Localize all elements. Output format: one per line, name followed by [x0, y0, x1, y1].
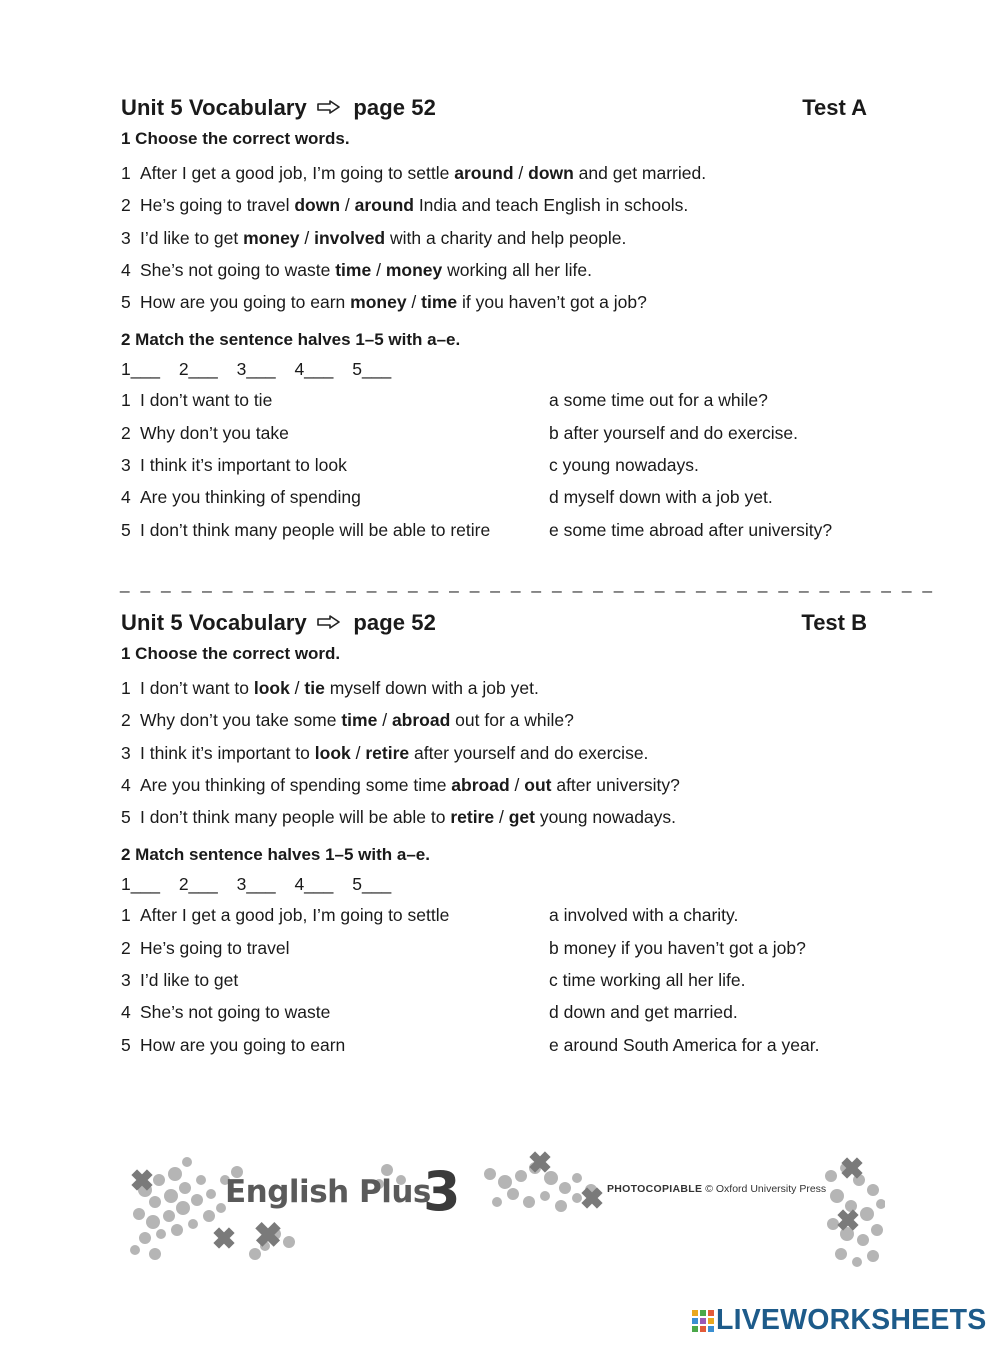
answer-blank[interactable]: 1___ — [121, 359, 160, 380]
sentence-second-half: c young nowadays. — [549, 455, 699, 476]
answer-blank[interactable]: 5___ — [352, 874, 392, 895]
sentence-end: and get married. — [573, 163, 707, 183]
sentence-first-half — [121, 899, 449, 931]
word-option-2[interactable]: money — [385, 259, 443, 280]
word-option-2[interactable]: around — [354, 195, 414, 216]
sentence-end: with a charity and help people. — [385, 227, 627, 248]
choice-sentence — [121, 704, 867, 736]
sentence-second-half: b money if you haven’t got a job? — [549, 937, 806, 958]
choice-sentence — [121, 157, 867, 189]
sentence-first-half — [121, 932, 290, 964]
answer-blanks[interactable] — [121, 354, 867, 384]
sentence-end: if you haven’t got a job? — [457, 292, 647, 313]
word-option-2[interactable]: abroad — [391, 710, 451, 731]
publisher-footer — [125, 1150, 885, 1275]
word-option-1[interactable]: around — [454, 163, 514, 183]
choice-sentence — [121, 801, 867, 833]
option-separator: / — [299, 227, 315, 248]
item-number: 2 — [121, 195, 131, 216]
first-half-text: After I get a good job, I’m going to settle — [140, 905, 450, 926]
word-option-2[interactable]: involved — [314, 227, 386, 248]
item-number: 1 — [121, 390, 131, 411]
match-row — [121, 481, 867, 513]
sentence-end: India and teach English in schools. — [413, 195, 689, 216]
sentence-first-half — [121, 384, 272, 416]
arrow-right-icon — [317, 615, 341, 629]
sentence-second-half: c time working all her life. — [549, 970, 746, 991]
answer-blank[interactable]: 1___ — [121, 874, 160, 895]
option-separator: / — [513, 163, 529, 183]
word-option-1[interactable]: look — [253, 678, 290, 698]
first-half-text: I don’t want to tie — [140, 390, 273, 411]
sentence-start: How are you going to earn — [140, 292, 351, 313]
item-number: 2 — [121, 937, 131, 958]
choice-sentence — [121, 189, 867, 221]
sentence-second-half: a involved with a charity. — [549, 905, 739, 926]
item-number: 1 — [121, 905, 131, 926]
liveworksheets-logo-icon — [692, 1310, 714, 1332]
item-number: 5 — [121, 519, 131, 540]
test-b-task2-heading: 2 Match sentence halves 1–5 with a–e. — [121, 845, 430, 865]
first-half-text: I don’t think many people will be able to retire — [140, 519, 491, 540]
unit-title: Unit 5 Vocabulary — [121, 95, 307, 120]
sentence-start: Are you thinking of spending some time — [140, 774, 452, 795]
word-option-1[interactable]: time — [341, 710, 378, 731]
option-separator: / — [494, 807, 509, 828]
word-option-1[interactable]: down — [294, 195, 341, 216]
sentence-first-half — [121, 514, 490, 546]
choice-sentence — [121, 672, 867, 704]
first-half-text: Are you thinking of spending — [140, 487, 361, 508]
item-number: 2 — [121, 710, 131, 731]
sentence-end: myself down with a job yet. — [324, 678, 539, 698]
copyright-notice — [607, 1183, 826, 1195]
first-half-text: Why don’t you take — [140, 422, 289, 443]
item-number: 3 — [121, 742, 131, 763]
word-option-2[interactable]: get — [508, 807, 535, 828]
item-number: 4 — [121, 259, 131, 280]
item-number: 3 — [121, 227, 131, 248]
sentence-second-half: d myself down with a job yet. — [549, 487, 773, 508]
sentence-end: out for a while? — [450, 710, 574, 731]
match-row — [121, 514, 867, 546]
unit-title: Unit 5 Vocabulary — [121, 610, 307, 635]
choice-sentence — [121, 222, 867, 254]
match-row — [121, 964, 867, 996]
item-number: 1 — [121, 163, 131, 183]
page-reference: page 52 — [353, 610, 436, 635]
match-row — [121, 899, 867, 931]
word-option-1[interactable]: abroad — [451, 774, 510, 795]
option-separator: / — [340, 195, 355, 216]
option-separator: / — [406, 292, 422, 313]
option-separator: / — [371, 259, 386, 280]
first-half-text: I think it’s important to look — [140, 455, 347, 476]
sentence-second-half: d down and get married. — [549, 1002, 738, 1023]
option-separator: / — [377, 710, 392, 731]
answer-blank[interactable]: 3___ — [236, 359, 276, 380]
sentence-start: I don’t want to — [140, 678, 254, 698]
item-number: 5 — [121, 292, 131, 313]
word-option-1[interactable]: money — [243, 227, 300, 248]
choice-sentence — [121, 254, 867, 286]
sentence-end: young nowadays. — [534, 807, 677, 828]
sentence-start: I’d like to get — [140, 227, 244, 248]
sentence-start: Why don’t you take some — [140, 710, 342, 731]
test-b-task1-heading: 1 Choose the correct word. — [121, 644, 341, 663]
choice-sentence — [121, 286, 867, 318]
word-option-1[interactable]: money — [350, 292, 407, 313]
word-option-2[interactable]: out — [524, 774, 552, 795]
sentence-second-half: a some time out for a while? — [549, 390, 768, 411]
sentence-first-half — [121, 964, 238, 996]
answer-blank[interactable]: 5___ — [352, 359, 392, 380]
sentence-first-half — [121, 449, 347, 481]
sentence-second-half: e around South America for a year. — [549, 1034, 820, 1055]
choice-sentence — [121, 737, 867, 769]
sentence-first-half — [121, 996, 330, 1028]
match-row — [121, 449, 867, 481]
item-number: 5 — [121, 807, 131, 828]
word-option-1[interactable]: time — [335, 259, 372, 280]
item-number: 2 — [121, 422, 131, 443]
test-b-title — [121, 610, 436, 636]
item-number: 5 — [121, 1034, 131, 1055]
first-half-text: I’d like to get — [140, 970, 239, 991]
answer-blank[interactable]: 4___ — [294, 874, 334, 895]
match-row — [121, 996, 867, 1028]
answer-blank[interactable]: 3___ — [236, 874, 276, 895]
answer-blank[interactable]: 2___ — [178, 874, 218, 895]
publisher-copyright: © Oxford University Press — [705, 1183, 827, 1195]
word-option-2[interactable]: retire — [365, 742, 410, 763]
item-number: 1 — [121, 678, 131, 698]
sentence-second-half: e some time abroad after university? — [549, 519, 833, 540]
sentence-end: after yourself and do exercise. — [409, 742, 649, 763]
sentence-start: I don’t think many people will be able to — [140, 807, 451, 828]
choice-sentence — [121, 769, 867, 801]
option-separator: / — [350, 742, 366, 763]
item-number: 4 — [121, 774, 131, 795]
item-number: 4 — [121, 1002, 131, 1023]
first-half-text: She’s not going to waste — [140, 1002, 331, 1023]
test-a-label: Test A — [802, 95, 867, 120]
match-row — [121, 1029, 867, 1061]
sentence-first-half — [121, 417, 289, 449]
liveworksheets-text: LIVEWORKSHEETS — [716, 1304, 987, 1336]
sentence-end: working all her life. — [442, 259, 593, 280]
test-a-task2-heading: 2 Match the sentence halves 1–5 with a–e. — [121, 330, 461, 350]
english-plus-logo: English Plus — [225, 1174, 431, 1210]
first-half-text: How are you going to earn — [140, 1034, 346, 1055]
test-a-section — [121, 95, 867, 546]
level-number: 3 — [423, 1160, 461, 1223]
sentence-first-half — [121, 481, 361, 513]
item-number: 3 — [121, 970, 131, 991]
sentence-second-half: b after yourself and do exercise. — [549, 422, 799, 443]
sentence-start: He’s going to travel — [140, 195, 295, 216]
item-number: 3 — [121, 455, 131, 476]
sentence-start: She’s not going to waste — [140, 259, 336, 280]
photocopiable-label: PHOTOCOPIABLE — [607, 1183, 703, 1195]
match-row — [121, 384, 867, 416]
answer-blank[interactable]: 4___ — [294, 359, 334, 380]
test-a-task1-heading: 1 Choose the correct words. — [121, 129, 350, 148]
answer-blanks[interactable] — [121, 869, 867, 899]
word-option-2[interactable]: down — [528, 163, 574, 183]
test-b-section — [121, 610, 867, 1061]
test-b-label: Test B — [801, 610, 867, 635]
item-number: 4 — [121, 487, 131, 508]
option-separator: / — [289, 678, 305, 698]
sentence-start: After I get a good job, I’m going to settle — [140, 163, 455, 183]
first-half-text: He’s going to travel — [140, 937, 290, 958]
word-option-1[interactable]: look — [314, 742, 351, 763]
option-separator: / — [509, 774, 525, 795]
sentence-start: I think it’s important to — [140, 742, 315, 763]
test-a-title — [121, 95, 436, 121]
match-row — [121, 417, 867, 449]
word-option-1[interactable]: retire — [450, 807, 495, 828]
sentence-first-half — [121, 1029, 345, 1061]
word-option-2[interactable]: tie — [304, 678, 325, 698]
page-reference: page 52 — [353, 95, 436, 120]
word-option-2[interactable]: time — [421, 292, 458, 313]
arrow-right-icon — [317, 100, 341, 114]
match-row — [121, 932, 867, 964]
sentence-end: after university? — [551, 774, 680, 795]
answer-blank[interactable]: 2___ — [178, 359, 218, 380]
cut-line-divider: _ _ _ _ _ _ _ _ _ _ _ _ _ _ _ _ _ _ _ _ _ _ _ _ _ _ _ _ _ _ _ _ _ _ _ _ _ _ _ _ — [120, 574, 936, 593]
decorative-pattern-icon — [125, 1150, 885, 1275]
